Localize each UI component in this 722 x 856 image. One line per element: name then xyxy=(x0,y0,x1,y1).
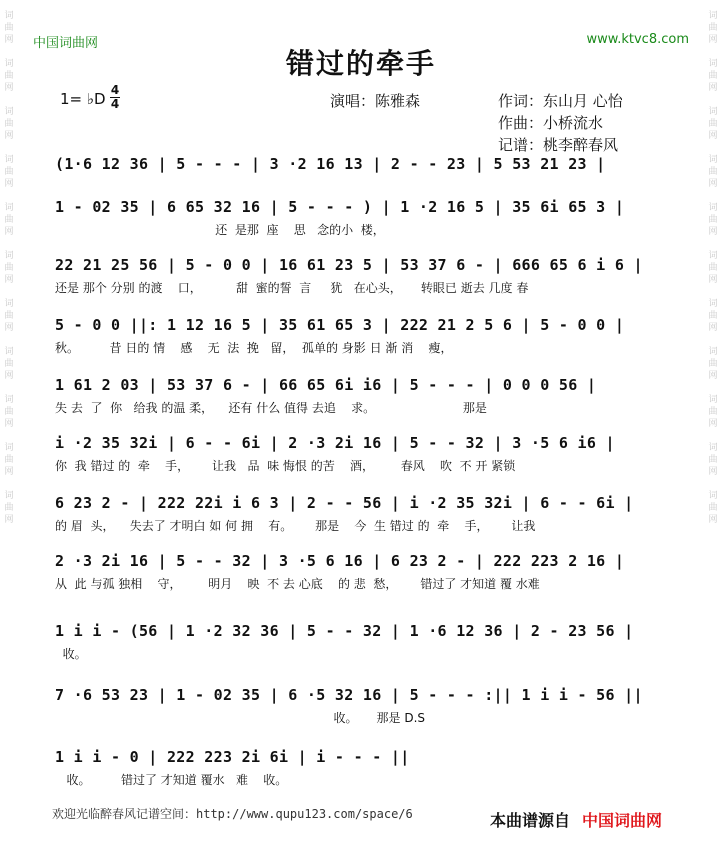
side-watermark-left: 词曲网 词曲网 词曲网 词曲网 词曲网 词曲网 词曲网 词曲网 词曲网 词曲网 词曲网 xyxy=(4,11,14,525)
lyrics-line: 秋。 昔 日的 情 感 无 法 挽 留， 孤单的 身影 日 渐 消 瘦， xyxy=(55,341,453,355)
notation-line: 7 ·6 53 23 | 1 - 02 35 | 6 ·5 32 16 | 5 - - - :|| 1 i i - 56 || xyxy=(55,686,643,704)
key-signature: 1= ♭D xyxy=(60,90,106,108)
song-title: 错过的牵手 xyxy=(285,47,436,80)
footer-link-text: 欢迎光临醉春风记谱空间：http://www.qupu123.com/space/6 xyxy=(52,807,413,821)
lyrics-line: 收。 xyxy=(55,647,87,661)
notation-line: 1 61 2 03 | 53 37 6 - | 66 65 6i i6 | 5 - - - | 0 0 0 56 | xyxy=(55,376,597,394)
time-signature: 4 4 xyxy=(110,83,120,111)
brand-url-right: www.ktvc8.com xyxy=(586,32,689,47)
score-row xyxy=(55,494,665,534)
lyrics-line: 还是 那个 分别 的渡 口， 甜 蜜的誓 言 犹 在心头， 转眼已 逝去 几度 春 xyxy=(55,281,529,295)
notation-line: 5 - 0 0 ||: 1 12 16 5 | 35 61 65 3 | 222 21 2 5 6 | 5 - 0 0 | xyxy=(55,316,625,334)
lyrics-line: 收。 错过了 才知道 覆水 难 收。 xyxy=(55,773,288,787)
brand-logo-left: 中国词曲网 xyxy=(33,36,99,51)
lyrics-line: 还 是那 座 思 念的小 楼， xyxy=(55,223,385,237)
composer-credit: 作曲：小桥流水 xyxy=(498,114,604,132)
score-row xyxy=(55,376,665,416)
notation-line: 6 23 2 - | 222 22i i 6 3 | 2 - - 56 | i ·2 35 32i | 6 - - 6i | xyxy=(55,494,634,512)
lyrics-line: 失 去 了 你 给我 的温 柔， 还有 什么 值得 去追 求。 那是 xyxy=(55,401,487,415)
score-row xyxy=(55,198,665,238)
notation-line: 22 21 25 56 | 5 - 0 0 | 16 61 23 5 | 53 37 6 - | 666 65 6 i 6 | xyxy=(55,256,643,274)
source-site-logo: 中国词曲网 xyxy=(582,811,663,830)
score-row xyxy=(55,434,665,474)
lyricist-credit: 作词：东山月 心怡 xyxy=(498,92,623,110)
score-row xyxy=(55,748,665,788)
lyrics-line: 从 此 与孤 独相 守， 明月 映 不 去 心底 的 悲 愁， 错过了 才知道 覆 水难 xyxy=(55,577,540,591)
notation-line: 1 - 02 35 | 6 65 32 16 | 5 - - - ) | 1 ·2 16 5 | 35 6i 65 3 | xyxy=(55,198,625,216)
notation-line: 2 ·3 2i 16 | 5 - - 32 | 3 ·5 6 16 | 6 23 2 - | 222 223 2 16 | xyxy=(55,552,625,570)
score-row xyxy=(55,622,665,662)
notation-line: (1·6 12 36 | 5 - - - | 3 ·2 16 13 | 2 - - 23 | 5 53 21 23 | xyxy=(55,155,606,173)
score-row xyxy=(55,316,665,356)
source-label: 本曲谱源自 xyxy=(490,811,571,830)
source-credit xyxy=(490,808,662,831)
score-row xyxy=(55,155,665,178)
side-watermark-right: 词曲网 词曲网 词曲网 词曲网 词曲网 词曲网 词曲网 词曲网 词曲网 词曲网 词曲网 xyxy=(708,11,718,525)
lyrics-line: 收。 那是 D.S xyxy=(55,711,426,725)
notation-line: i ·2 35 32i | 6 - - 6i | 2 ·3 2i 16 | 5 - - 32 | 3 ·5 6 i6 | xyxy=(55,434,615,452)
notation-line: 1 i i - (56 | 1 ·2 32 36 | 5 - - 32 | 1 ·6 12 36 | 2 - 23 56 | xyxy=(55,622,634,640)
score-row xyxy=(55,686,665,726)
score-row xyxy=(55,256,665,296)
lyrics-line: 的 眉 头， 失去了 才明白 如 何 拥 有。 那是 今 生 错过 的 牵 手， 让我 xyxy=(55,519,536,533)
score-row xyxy=(55,552,665,592)
notation-line: 1 i i - 0 | 222 223 2i 6i | i - - - || xyxy=(55,748,410,766)
transcriber-credit: 记谱：桃李醉春风 xyxy=(498,136,619,154)
lyrics-line: 你 我 错过 的 牵 手， 让我 品 味 悔恨 的苦 酒， 春风 吹 不 开 紧锁 xyxy=(55,459,516,473)
singer-credit: 演唱：陈雅森 xyxy=(330,92,421,110)
